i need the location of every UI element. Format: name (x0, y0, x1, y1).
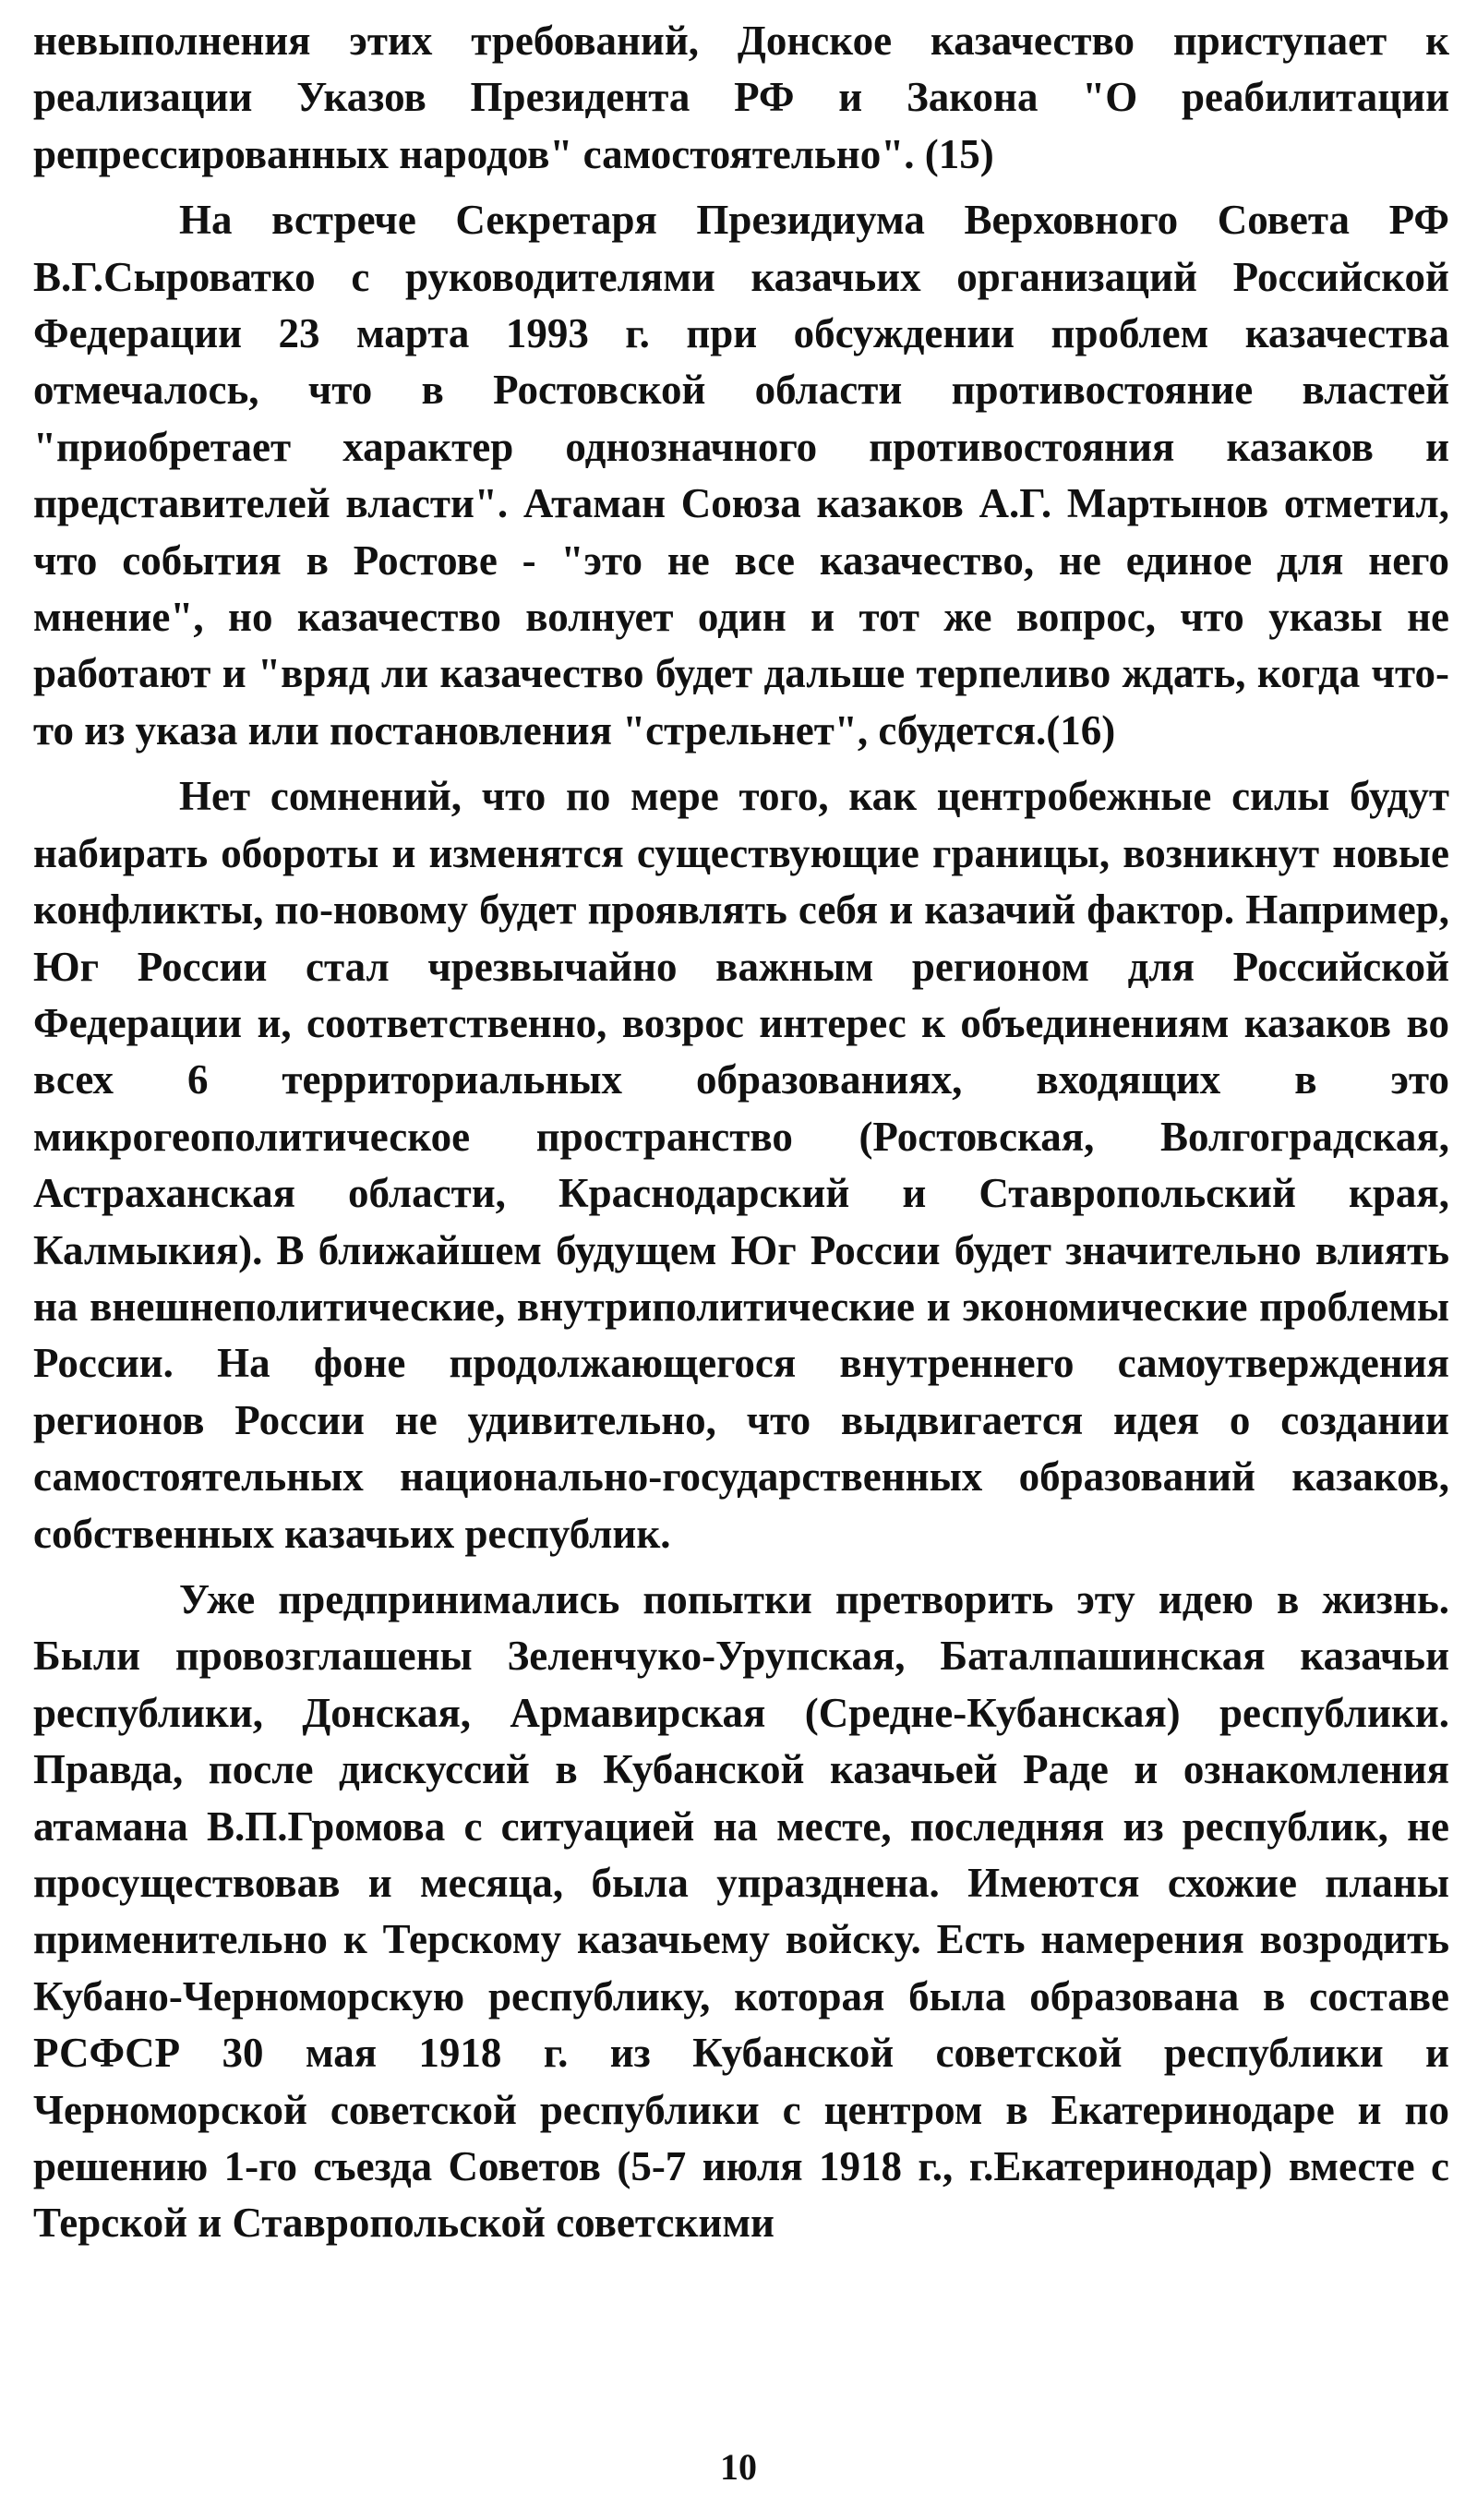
page-number: 10 (720, 2446, 757, 2488)
paragraph-1: невыполнения этих требований, Донское казачество приступает к реализации Указов Президента РФ и Закона "О реабилитации репрессированных народов" самостоятельно". (15) (33, 18, 1449, 177)
paragraph-4: Уже предпринимались попытки претворить эту идею в жизнь. Были провозглашены Зеленчуко-Урупская, Баталпашинская казачьи республики, Донская, Армавирская (Средне-Кубанская) республики. Правда, после дискуссий в Кубанской казачьей Раде и ознакомления атамана В.П.Громова с ситуацией на месте, последняя из республик, не просуществовав и месяца, была упразднена. Имеются схожие планы применительно к Терскому казачьему войску. Есть намерения возродить Кубано-Черноморскую республику, которая была образована в составе РСФСР 30 мая 1918 г. из Кубанской советской республики и Черноморской советской республики с центром в Екатеринодаре и по решению 1-го съезда Советов (5-7 июля 1918 г., г.Екатеринодар) вместе с Терской и Ставропольской советскими (33, 1575, 1449, 2247)
paragraph-2: На встрече Секретаря Президиума Верховного Совета РФ В.Г.Сыроватко с руководителями казачьих организаций Российской Федерации 23 марта 1993 г. при обсуждении проблем казачества отмечалось, что в Ростовской области противостояние властей "приобретает характер однозначного противостояния казаков и представителей власти". Атаман Союза казаков А.Г. Мартынов отметил, что события в Ростове - "это не все казачество, не единое для него мнение", но казачество волнует один и тот же вопрос, что указы не работают и "вряд ли казачество будет дальше терпеливо ждать, когда что-то из указа или постановления "стрельнет", сбудется.(16) (33, 197, 1449, 754)
paragraph-3: Нет сомнений, что по мере того, как центробежные силы будут набирать обороты и изменятся существующие границы, возникнут новые конфликты, по-новому будет проявлять себя и казачий фактор. Например, Юг России стал чрезвычайно важным регионом для Российской Федерации и, соответственно, возрос интерес к объединениям казаков во всех 6 территориальных образованиях, входящих в это микрогеополитическое пространство (Ростовская, Волгоградская, Астраханская области, Краснодарский и Ставропольский края, Калмыкия). В ближайшем будущем Юг России будет значительно влиять на внешнеполитические, внутриполитические и экономические проблемы России. На фоне продолжающегося внутреннего самоутверждения регионов России не удивительно, что выдвигается идея о создании самостоятельных национально-государственных образований казаков, собственных казачьих республик. (33, 773, 1449, 1557)
document-page (33, 13, 1449, 2261)
